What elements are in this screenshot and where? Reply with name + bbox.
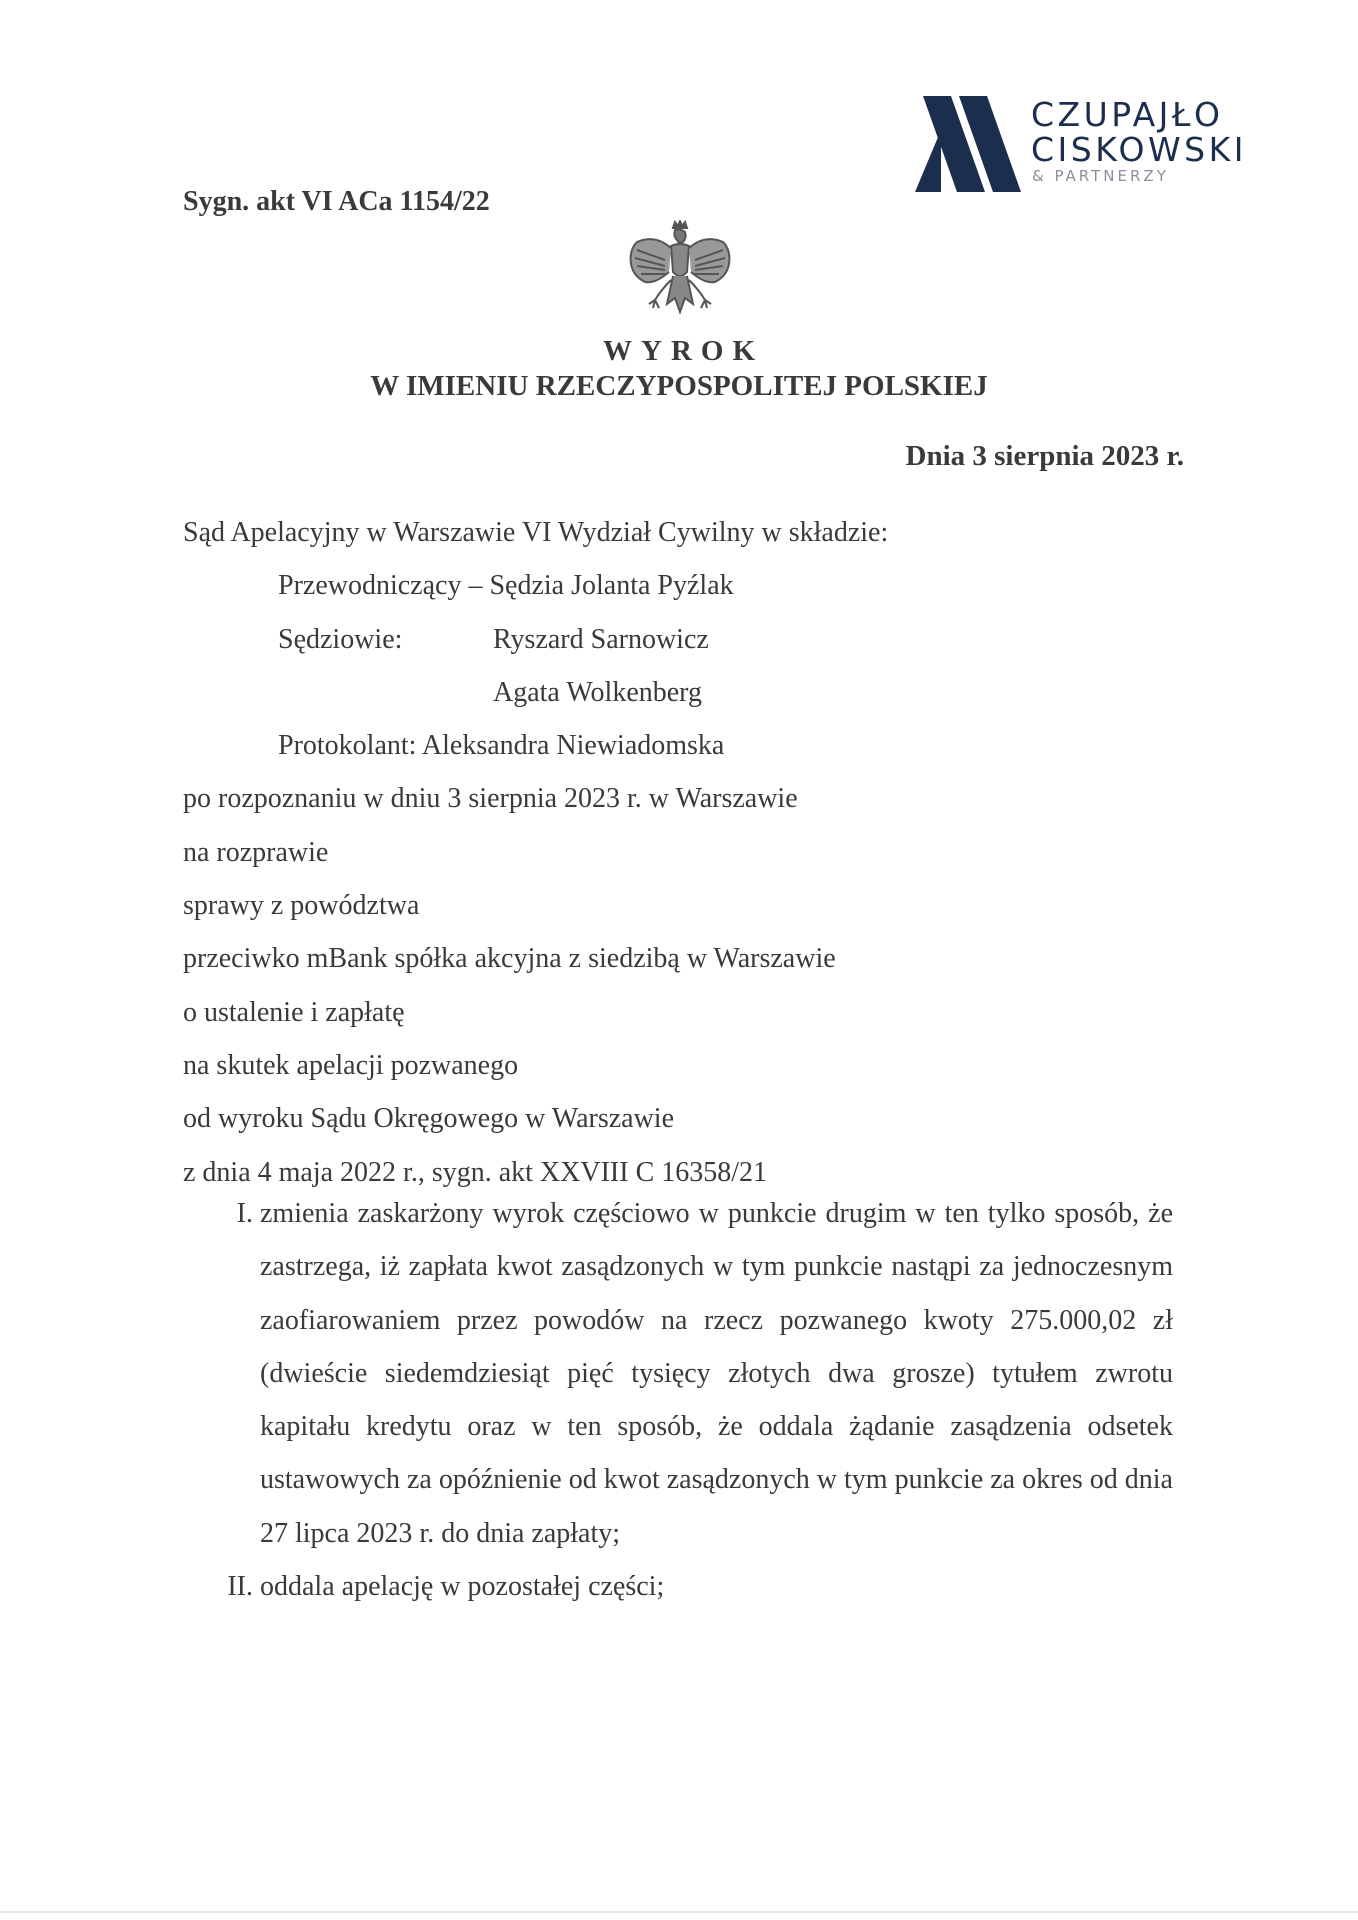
document-title: WYROK	[603, 335, 764, 367]
judges-row	[183, 613, 1173, 666]
logo-mark-icon	[915, 96, 1023, 192]
case-line: sprawy z powództwa	[183, 890, 420, 922]
ruling-item	[183, 1187, 1173, 1560]
case-line: na rozprawie	[183, 836, 329, 868]
polish-eagle-icon	[625, 220, 735, 322]
case-line: na skutek apelacji pozwanego	[183, 1049, 519, 1081]
ruling-text: zmienia zaskarżony wyrok częściowo w punkcie drugim w ten tylko sposób, że zastrzega, iż zapłata kwot zasądzonych w tym punkcie nastąpi za jednoczesnym zaofiarowaniem przez powodów na rzecz pozwanego kwoty 275.000,02 zł (dwieście siedemdziesiąt pięć tysięcy złotych dwa grosze) tytułem zwrotu kapitału kredytu oraz w ten sposób, że oddala żądanie zasądzenia odsetek ustawowych za opóźnienie od kwot zasądzonych w tym punkcie za okres od dnia 27 lipca 2023 r. do dnia zapłaty;	[260, 1198, 1173, 1549]
ruling-item	[183, 1560, 1173, 1613]
law-firm-logo	[915, 96, 1265, 192]
ruling-text: oddala apelację w pozostałej części;	[260, 1571, 665, 1603]
court-composition	[183, 506, 1173, 1199]
rulings-list	[183, 1187, 1173, 1613]
court-intro: Sąd Apelacyjny w Warszawie VI Wydział Cywilny w składzie:	[183, 517, 889, 548]
case-line: od wyroku Sądu Okręgowego w Warszawie	[183, 1103, 674, 1135]
judges-label: Sędziowie:	[278, 623, 403, 655]
logo-text-line3: & PARTNERZY	[1032, 167, 1169, 185]
case-line: przeciwko mBank spółka akcyjna z siedzibą w Warszawie	[183, 943, 836, 975]
logo-text-line1: CZUPAJŁO	[1031, 95, 1224, 134]
presiding-judge: Przewodniczący – Sędzia Jolanta Pyźlak	[278, 570, 734, 602]
judgment-date: Dnia 3 sierpnia 2023 r.	[905, 440, 1184, 472]
logo-text-line2: CISKOWSKI	[1031, 130, 1247, 169]
case-line: po rozpoznaniu w dniu 3 sierpnia 2023 r. w Warszawie	[183, 783, 798, 815]
case-number: Sygn. akt VI ACa 1154/22	[183, 186, 490, 217]
judge-name: Agata Wolkenberg	[493, 676, 702, 708]
case-line: z dnia 4 maja 2022 r., sygn. akt XXVIII C 16358/21	[183, 1156, 768, 1188]
page-edge-divider	[0, 1911, 1358, 1913]
ruling-number: I.	[236, 1198, 253, 1229]
judges-row	[183, 666, 1173, 719]
judge-name: Ryszard Sarnowicz	[493, 623, 709, 655]
ruling-number: II.	[227, 1571, 253, 1603]
document-subtitle: W IMIENIU RZECZYPOSPOLITEJ POLSKIEJ	[370, 370, 988, 402]
case-line: o ustalenie i zapłatę	[183, 996, 405, 1028]
court-clerk: Protokolant: Aleksandra Niewiadomska	[278, 730, 725, 762]
